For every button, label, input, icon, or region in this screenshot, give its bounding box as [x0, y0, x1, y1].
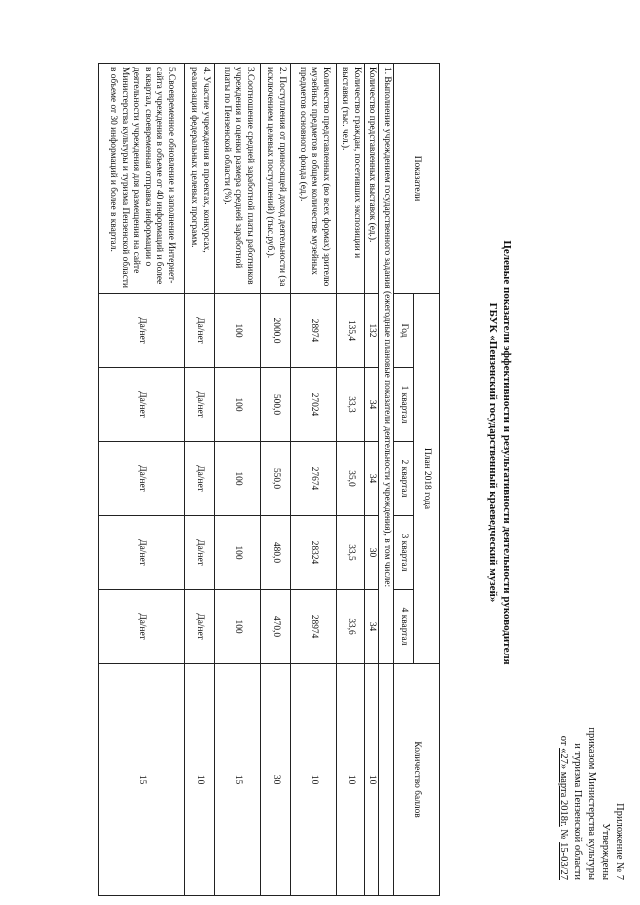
approval-date-line	[556, 690, 570, 880]
header-q3: 3 квартал	[394, 516, 414, 590]
row-q4: Да/нет	[99, 590, 185, 664]
row-q2: Да/нет	[185, 442, 215, 516]
row-year: 135,4	[337, 294, 365, 368]
row-year: 2000,0	[261, 294, 291, 368]
row-score: 10	[291, 664, 337, 896]
row-q1: 100	[215, 368, 261, 442]
row-q2: 34	[365, 442, 380, 516]
approval-date-prefix: от	[558, 735, 569, 746]
header-q1: 1 квартал	[394, 368, 414, 442]
row-year: 100	[215, 294, 261, 368]
row-q4: 28974	[291, 590, 337, 664]
section-1-score-cell	[379, 664, 394, 896]
row-q4: 100	[215, 590, 261, 664]
title-line-2: ГБУК «Пензенский государственный краеведческий музей»	[487, 302, 499, 603]
row-indicator: 4. Участие учреждения в проектах, конкурсах, реализации федеральных целевых программ.	[185, 64, 215, 294]
approved-label: Утверждены	[600, 823, 611, 880]
row-q3: 480,0	[261, 516, 291, 590]
row-year: 28974	[291, 294, 337, 368]
row-q4: Да/нет	[185, 590, 215, 664]
header-q4: 4 квартал	[394, 590, 414, 664]
table-row	[185, 64, 215, 896]
row-q2: 27674	[291, 442, 337, 516]
row-q2: 550,0	[261, 442, 291, 516]
row-q3: 28324	[291, 516, 337, 590]
row-score: 10	[365, 664, 380, 896]
approval-ministry-line: и туризма Пензенской области	[572, 743, 583, 880]
row-q1: 34	[365, 368, 380, 442]
table-row	[215, 64, 261, 896]
row-year: Да/нет	[185, 294, 215, 368]
table-row	[337, 64, 365, 896]
row-q2: 35,0	[337, 442, 365, 516]
header-year: Год	[394, 294, 414, 368]
row-q3: 33,5	[337, 516, 365, 590]
header-q2: 2 квартал	[394, 442, 414, 516]
approval-order-line: приказом Министерства культуры	[586, 727, 597, 880]
section-1-heading: 1. Выполнение учреждением государственного задания (ежегодные плановые показатели деятельности учреждения), в том числе:	[379, 64, 394, 664]
row-q4: 33,6	[337, 590, 365, 664]
row-indicator: Количество представленных (во всех формах) зрителю музейных предметов в общем количестве музейных предметов основного фонда (ед.).	[291, 64, 337, 294]
row-q3: Да/нет	[185, 516, 215, 590]
row-score: 30	[261, 664, 291, 896]
document-title	[486, 0, 514, 905]
row-indicator: Количество граждан, посетивших экспозиции и выставки (тыс. чел.).	[337, 64, 365, 294]
row-q4: 34	[365, 590, 380, 664]
row-q3: Да/нет	[99, 516, 185, 590]
indicators-table	[98, 63, 440, 896]
row-indicator: Количество представленных выставок (ед.).	[365, 64, 380, 294]
row-q1: 27024	[291, 368, 337, 442]
approval-number: 15-03/27	[558, 842, 569, 880]
row-indicator: 5.Своевременное обновление и заполнение Интернет-сайта учреждения в объеме от 40 информаций и более в квартал, своевременная отправка информации о деятельности учреждения для размещения на сайте Министерства культуры и туризма Пензенской области в объеме от 30 информаций и более в квартал.	[99, 64, 185, 294]
row-q4: 470,0	[261, 590, 291, 664]
row-q2: Да/нет	[99, 442, 185, 516]
table-row	[365, 64, 380, 896]
row-year: Да/нет	[99, 294, 185, 368]
row-q2: 100	[215, 442, 261, 516]
approval-number-sign: №	[558, 829, 569, 840]
header-plan: План 2018 года	[414, 294, 440, 664]
row-score: 10	[185, 664, 215, 896]
row-score: 15	[99, 664, 185, 896]
header-indicators: Показатели	[394, 64, 440, 294]
title-line-1: Целевые показатели эффективности и результативности деятельности руководителя	[501, 240, 513, 665]
row-q3: 30	[365, 516, 380, 590]
appendix-label: Приложение № 7	[614, 803, 625, 880]
table-row	[261, 64, 291, 896]
table-row	[99, 64, 185, 896]
row-score: 15	[215, 664, 261, 896]
row-q1: 500,0	[261, 368, 291, 442]
row-score: 10	[337, 664, 365, 896]
row-indicator: 3.Соотношение средней заработной платы работников учреждения и оценки размера средней заработной платы по Пензенской области (%).	[215, 64, 261, 294]
row-indicator: 2. Поступления от приносящей доход деятельности (за исключением целевых поступлений) (тыс.руб.).	[261, 64, 291, 294]
approval-date: «27» марта 2018г.	[558, 748, 569, 827]
approval-block	[556, 690, 626, 880]
table-row	[291, 64, 337, 896]
row-q1: Да/нет	[185, 368, 215, 442]
row-q3: 100	[215, 516, 261, 590]
header-score: Количество баллов	[394, 664, 440, 896]
row-year: 132	[365, 294, 380, 368]
row-q1: 33,3	[337, 368, 365, 442]
row-q1: Да/нет	[99, 368, 185, 442]
